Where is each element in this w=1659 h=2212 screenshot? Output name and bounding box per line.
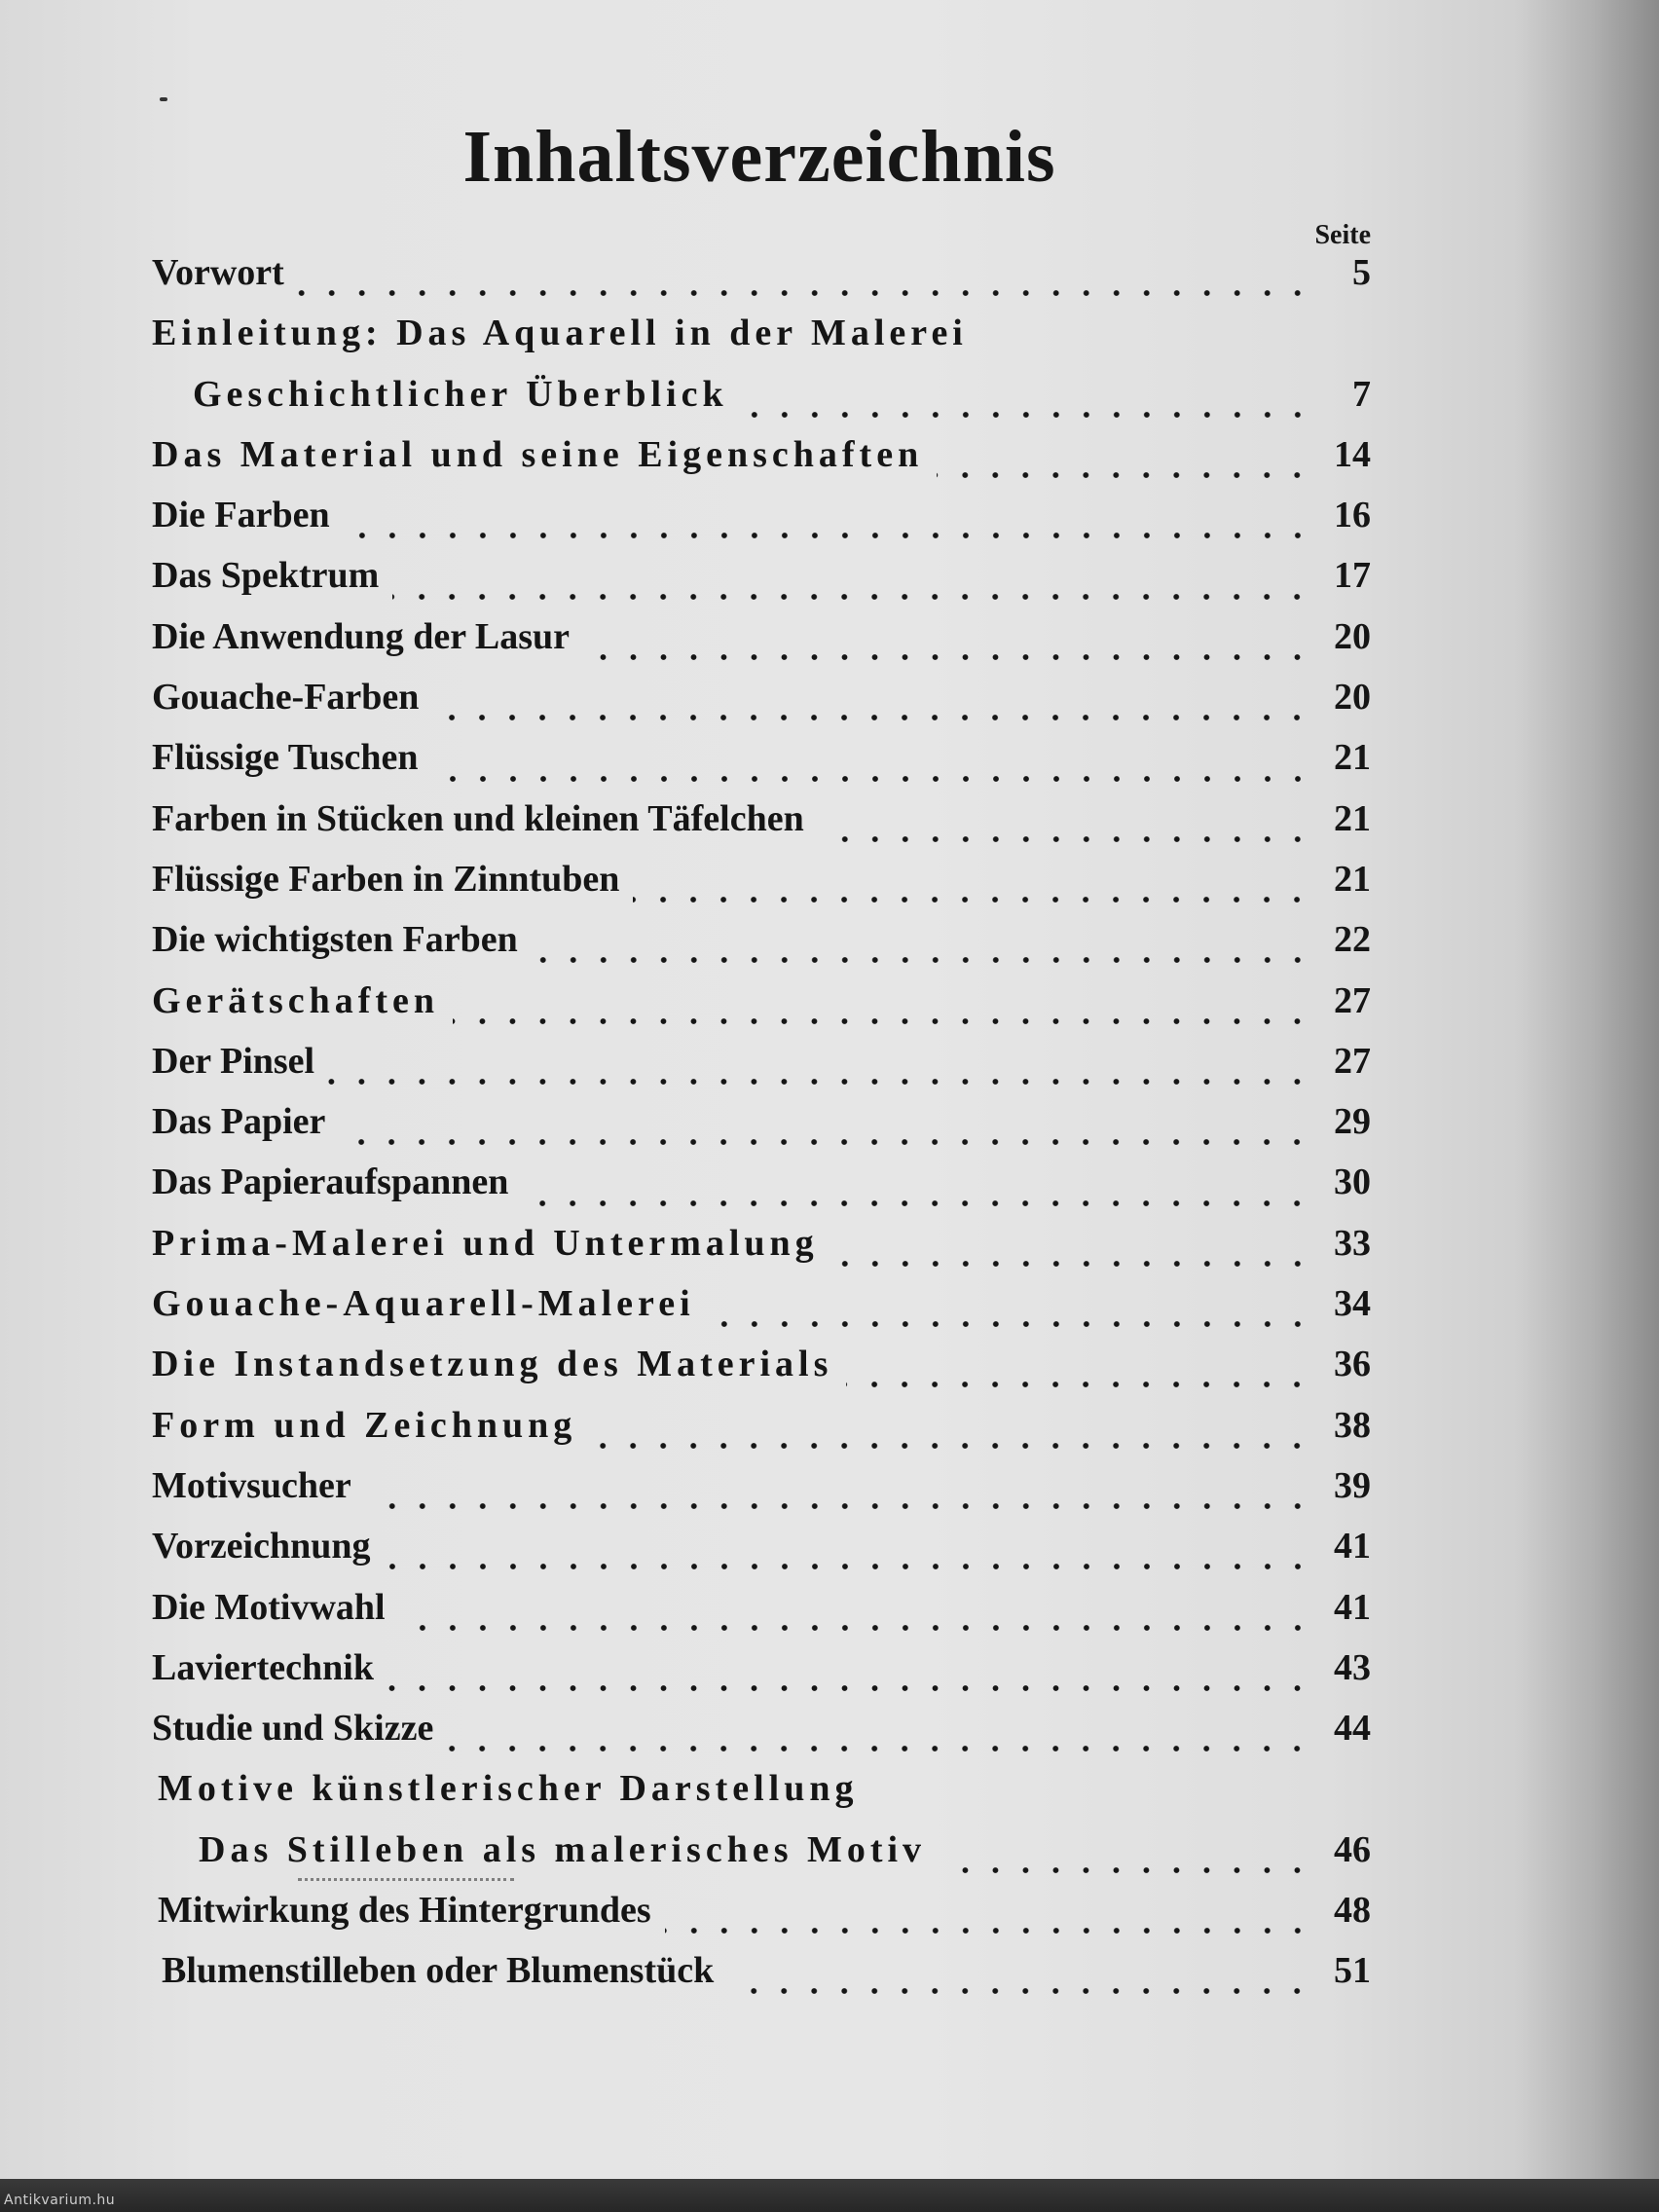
toc-entry-label: Das Papier bbox=[152, 1101, 326, 1143]
page-title: Inhaltsverzeichnis bbox=[462, 116, 1056, 198]
toc-entry bbox=[152, 1464, 1371, 1525]
toc-entry-label: Die Anwendung der Lasur bbox=[152, 615, 571, 657]
toc-entry-label: Gouache-Aquarell-Malerei bbox=[152, 1283, 695, 1325]
toc-entry-page: 38 bbox=[1334, 1404, 1371, 1446]
toc-entry-label: Das Material und seine Eigenschaften bbox=[152, 433, 924, 475]
dot-leader bbox=[344, 532, 1312, 539]
toc-entry bbox=[152, 1282, 1371, 1343]
dot-leader bbox=[447, 1745, 1312, 1752]
toc-entry bbox=[152, 1889, 1371, 1949]
toc-entry-label: Flüssige Tuschen bbox=[152, 737, 419, 779]
toc-entry-label: Gerätschaften bbox=[152, 979, 440, 1021]
toc-entry-label: Vorzeichnung bbox=[152, 1526, 371, 1567]
dot-leader bbox=[385, 1563, 1312, 1570]
toc-section-heading bbox=[152, 312, 1371, 372]
dot-leader bbox=[432, 714, 1312, 721]
toc-entry-page: 36 bbox=[1334, 1344, 1371, 1385]
toc-entry bbox=[152, 1100, 1371, 1161]
toc-entry-page: 21 bbox=[1334, 797, 1371, 839]
toc-entry-label: Motivsucher bbox=[152, 1464, 351, 1506]
toc-entry-page: 21 bbox=[1334, 858, 1371, 900]
dot-leader bbox=[432, 775, 1313, 783]
toc-entry-page: 43 bbox=[1334, 1646, 1371, 1688]
toc-entry-label: Studie und Skizze bbox=[152, 1708, 434, 1750]
dot-leader bbox=[590, 1442, 1312, 1450]
dot-leader bbox=[522, 1199, 1312, 1207]
dot-leader bbox=[392, 593, 1312, 601]
toc-entry bbox=[152, 1161, 1371, 1221]
toc-entry-label: Gouache-Farben bbox=[152, 677, 420, 719]
toc-entry bbox=[152, 1525, 1371, 1585]
toc-entry-page: 48 bbox=[1334, 1890, 1371, 1932]
toc-entry bbox=[152, 1949, 1371, 2009]
toc-entry-page: 46 bbox=[1334, 1828, 1371, 1870]
dot-leader bbox=[365, 1502, 1312, 1510]
toc-entry-label: Die Farben bbox=[152, 495, 330, 536]
toc-entry bbox=[152, 554, 1371, 614]
toc-entry bbox=[152, 1343, 1371, 1403]
toc-entry-page: 20 bbox=[1334, 677, 1371, 719]
toc-entry-label: Das Stilleben als malerisches Motiv bbox=[199, 1828, 927, 1870]
toc-entry-page: 51 bbox=[1334, 1950, 1371, 1992]
dot-leader bbox=[532, 956, 1312, 964]
toc-entry-label: Flüssige Farben in Zinntuben bbox=[152, 858, 620, 900]
toc-entry-page: 34 bbox=[1334, 1283, 1371, 1325]
toc-entry-label: Die wichtigsten Farben bbox=[152, 919, 518, 961]
page-edge-shadow bbox=[1513, 0, 1659, 2212]
toc-entry-label: Prima-Malerei und Untermalung bbox=[152, 1222, 819, 1264]
dot-leader bbox=[633, 896, 1312, 903]
toc-entry-label: Die Motivwahl bbox=[152, 1586, 386, 1628]
table-of-contents bbox=[152, 251, 1371, 2010]
toc-entry-label: Das Papieraufspannen bbox=[152, 1161, 509, 1203]
toc-entry bbox=[152, 797, 1371, 858]
toc-entry-label: Blumenstilleben oder Blumenstück bbox=[162, 1950, 715, 1992]
toc-entry-label: Vorwort bbox=[152, 252, 284, 293]
toc-entry-label: Laviertechnik bbox=[152, 1646, 374, 1688]
toc-entry-label: Die Instandsetzung des Materials bbox=[152, 1344, 833, 1385]
dot-leader bbox=[742, 411, 1312, 419]
toc-entry-label: Form und Zeichnung bbox=[152, 1404, 577, 1446]
toc-entry-page: 16 bbox=[1334, 495, 1371, 536]
toc-entry-page: 44 bbox=[1334, 1708, 1371, 1750]
toc-entry-page: 30 bbox=[1334, 1161, 1371, 1203]
toc-entry-page: 39 bbox=[1334, 1464, 1371, 1506]
toc-entry-page: 22 bbox=[1334, 919, 1371, 961]
page-column-header: Seite bbox=[1314, 220, 1371, 250]
dot-leader bbox=[583, 653, 1312, 661]
toc-entry-label: Einleitung: Das Aquarell in der Malerei bbox=[152, 313, 968, 354]
dot-leader bbox=[665, 1927, 1312, 1935]
toc-entry-page: 41 bbox=[1334, 1586, 1371, 1628]
toc-entry-label: Das Spektrum bbox=[152, 555, 380, 597]
toc-entry bbox=[152, 1586, 1371, 1646]
dot-leader bbox=[940, 1866, 1312, 1874]
dot-leader bbox=[387, 1684, 1312, 1692]
toc-entry-page: 21 bbox=[1334, 737, 1371, 779]
toc-entry-page: 29 bbox=[1334, 1101, 1371, 1143]
toc-entry bbox=[152, 979, 1371, 1040]
toc-entry-page: 14 bbox=[1334, 433, 1371, 475]
toc-entry bbox=[152, 494, 1371, 554]
dot-leader bbox=[709, 1320, 1312, 1328]
toc-entry bbox=[152, 251, 1371, 312]
toc-entry-label: Motive künstlerischer Darstellung bbox=[158, 1768, 859, 1810]
toc-entry-page: 20 bbox=[1334, 615, 1371, 657]
toc-entry bbox=[152, 918, 1371, 978]
toc-entry-page: 27 bbox=[1334, 979, 1371, 1021]
watermark: Antikvarium.hu bbox=[4, 2193, 116, 2208]
toc-entry bbox=[152, 1707, 1371, 1767]
dot-leader bbox=[832, 1260, 1312, 1268]
toc-entry-page: 17 bbox=[1334, 555, 1371, 597]
toc-entry bbox=[152, 1040, 1371, 1100]
toc-entry bbox=[152, 676, 1371, 736]
toc-entry-page: 27 bbox=[1334, 1040, 1371, 1082]
dot-leader bbox=[339, 1138, 1312, 1146]
toc-section-heading bbox=[152, 1767, 1371, 1827]
dot-leader bbox=[846, 1381, 1312, 1388]
toc-entry-label: Geschichtlicher Überblick bbox=[193, 373, 728, 415]
toc-entry bbox=[152, 1646, 1371, 1707]
dot-leader bbox=[727, 1987, 1312, 1995]
toc-entry-page: 33 bbox=[1334, 1222, 1371, 1264]
toc-entry-label: Mitwirkung des Hintergrundes bbox=[158, 1890, 651, 1932]
scan-bottom-edge bbox=[0, 2179, 1659, 2212]
toc-entry-label: Der Pinsel bbox=[152, 1040, 315, 1082]
toc-entry-page: 7 bbox=[1352, 373, 1371, 415]
pencil-underline bbox=[298, 1878, 514, 1885]
dot-leader bbox=[328, 1078, 1312, 1086]
toc-entry bbox=[152, 736, 1371, 796]
dot-leader bbox=[453, 1017, 1312, 1025]
toc-entry-label: Farben in Stücken und kleinen Täfelchen bbox=[152, 797, 804, 839]
toc-entry-page: 5 bbox=[1352, 252, 1371, 293]
ink-speck bbox=[160, 97, 167, 101]
toc-entry bbox=[152, 373, 1371, 433]
dot-leader bbox=[298, 289, 1312, 297]
dot-leader bbox=[399, 1624, 1312, 1632]
dot-leader bbox=[818, 835, 1312, 843]
toc-entry bbox=[152, 433, 1371, 494]
toc-entry bbox=[152, 615, 1371, 676]
toc-entry-page: 41 bbox=[1334, 1526, 1371, 1567]
toc-entry bbox=[152, 1222, 1371, 1282]
toc-entry bbox=[152, 1404, 1371, 1464]
toc-entry bbox=[152, 858, 1371, 918]
dot-leader bbox=[937, 471, 1312, 479]
